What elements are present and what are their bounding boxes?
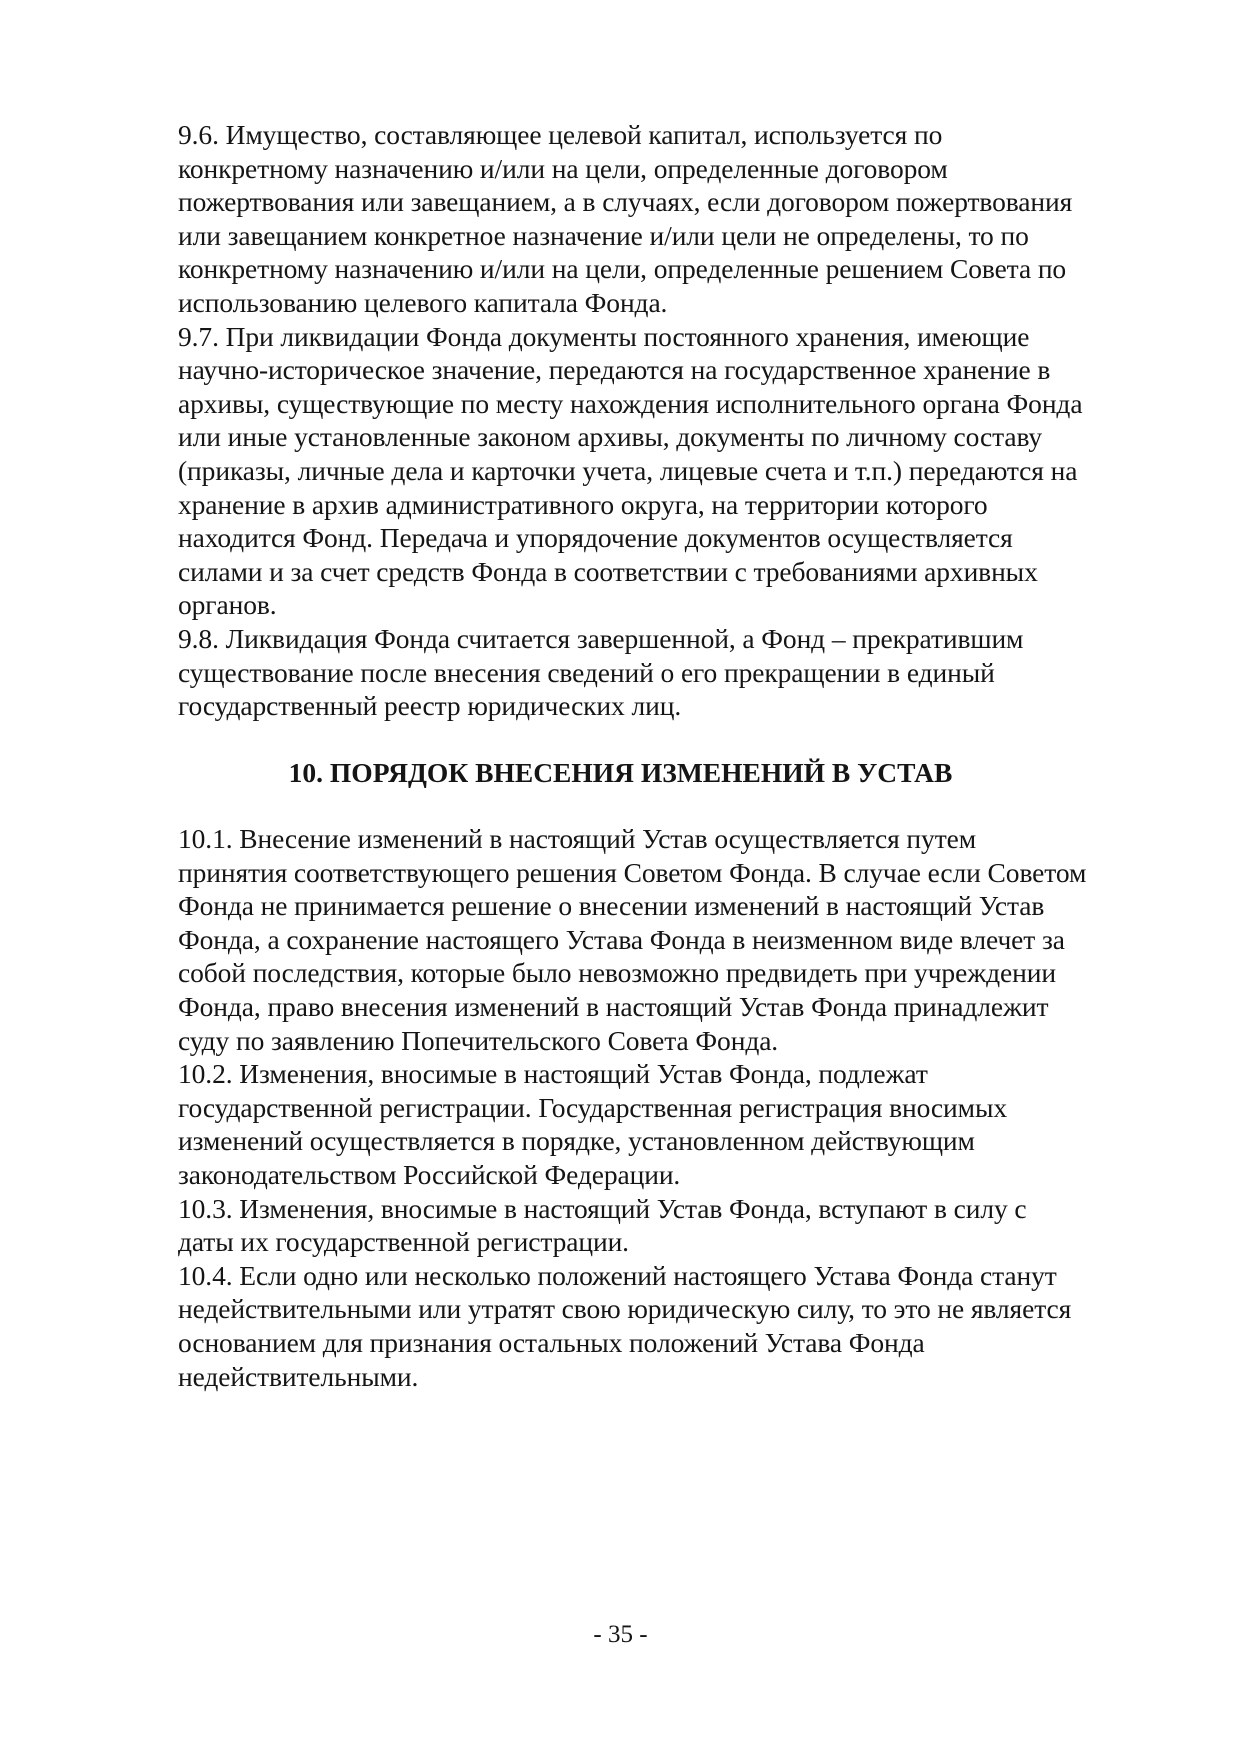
text-line: находится Фонд. Передача и упорядочение документов осуществляется <box>178 522 1013 554</box>
text-line: или завещанием конкретное назначение и/или цели не определены, то по <box>178 219 1029 251</box>
text-line: архивы, существующие по месту нахождения исполнительного органа Фонда <box>178 387 1083 419</box>
text-line: даты их государственной регистрации. <box>178 1226 629 1258</box>
text-line: конкретному назначению и/или на цели, определенные решением Совета по <box>178 253 1067 285</box>
text-line: существование после внесения сведений о его прекращении в единый <box>178 656 995 688</box>
text-line: суду по заявлению Попечительского Совета Фонда. <box>178 1024 779 1056</box>
text-line: государственный реестр юридических лиц. <box>178 690 682 722</box>
text-line: или иные установленные законом архивы, документы по личному составу <box>178 421 1043 453</box>
text-line: недействительными или утратят свою юридическую силу, то это не является <box>178 1293 1072 1325</box>
text-line: конкретному назначению и/или на цели, определенные договором <box>178 152 948 184</box>
text-line: хранение в архив административного округа, на территории которого <box>178 488 988 520</box>
text-line: 10.2. Изменения, вносимые в настоящий Устав Фонда, подлежат <box>178 1058 928 1090</box>
text-line: 10.3. Изменения, вносимые в настоящий Устав Фонда, вступают в силу с <box>178 1192 1027 1224</box>
text-line: научно-историческое значение, передаются на государственное хранение в <box>178 354 1051 386</box>
section-10-text <box>178 822 1178 1393</box>
text-line: пожертвования или завещанием, а в случаях, если договором пожертвования <box>178 186 1073 218</box>
text-line: принятия соответствующего решения Советом Фонда. В случае если Советом <box>178 856 1087 888</box>
text-line: 9.8. Ликвидация Фонда считается завершенной, а Фонд – прекратившим <box>178 622 1024 654</box>
text-line: государственной регистрации. Государственная регистрация вносимых <box>178 1091 1007 1123</box>
text-line: основанием для признания остальных положений Устава Фонда <box>178 1326 925 1358</box>
text-line: недействительными. <box>178 1360 419 1392</box>
text-line: силами и за счет средств Фонда в соответствии с требованиями архивных <box>178 555 1038 587</box>
section-10-heading: 10. ПОРЯДОК ВНЕСЕНИЯ ИЗМЕНЕНИЙ В УСТАВ <box>288 757 953 788</box>
text-line: 10.1. Внесение изменений в настоящий Устав осуществляется путем <box>178 823 977 854</box>
text-line: изменений осуществляется в порядке, установленном действующим <box>178 1125 975 1157</box>
section-9-text <box>178 118 1178 723</box>
text-line: законодательством Российской Федерации. <box>178 1158 681 1190</box>
text-line: собой последствия, которые было невозможно предвидеть при учреждении <box>178 957 1056 989</box>
page-number: - 35 - <box>593 1621 648 1648</box>
text-line: Фонда не принимается решение о внесении изменений в настоящий Устав <box>178 890 1045 922</box>
text-line: (приказы, личные дела и карточки учета, лицевые счета и т.п.) передаются на <box>178 454 1078 486</box>
text-line: использованию целевого капитала Фонда. <box>178 286 668 318</box>
text-line: 10.4. Если одно или несколько положений настоящего Устава Фонда станут <box>178 1259 1057 1291</box>
text-line: 9.6. Имущество, составляющее целевой капитал, используется по <box>178 119 943 150</box>
text-line: Фонда, право внесения изменений в настоящий Устав Фонда принадлежит <box>178 990 1049 1022</box>
text-line: 9.7. При ликвидации Фонда документы постоянного хранения, имеющие <box>178 320 1030 352</box>
text-line: Фонда, а сохранение настоящего Устава Фонда в неизменном виде влечет за <box>178 923 1065 955</box>
text-line: органов. <box>178 589 277 621</box>
